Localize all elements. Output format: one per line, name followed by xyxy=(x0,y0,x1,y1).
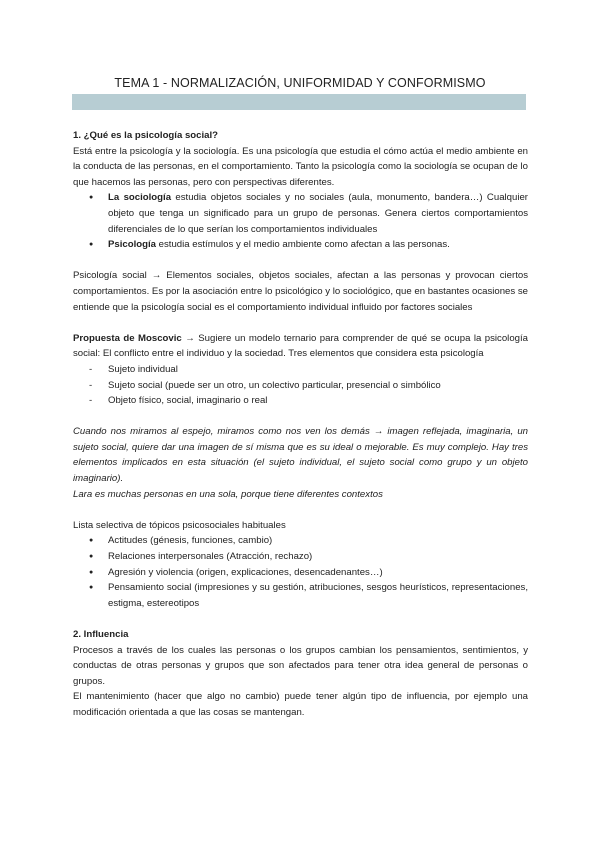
section-1-heading: 1. ¿Qué es la psicología social? xyxy=(73,130,219,141)
list-item: ● Psicología estudia estímulos y el medio ambiente como afectan a las personas. xyxy=(73,237,528,253)
definitions-list xyxy=(73,190,528,252)
moscovic-elements-list xyxy=(73,362,528,409)
list-item: - Sujeto social (puede ser un otro, un colectivo particular, presencial o simbólico xyxy=(73,378,528,394)
influencia-paragraph-2: El mantenimiento (hacer que algo no cambio) puede tener algún tipo de influencia, por ejemplo una modificación orientada a que las cosas se mantengan. xyxy=(73,691,528,718)
topics-list xyxy=(73,533,528,611)
lara-example: Lara es muchas personas en una sola, porque tiene diferentes contextos xyxy=(73,488,383,500)
list-item: - Sujeto individual xyxy=(73,362,528,378)
topics-list-title: Lista selectiva de tópicos psicosociales habituales xyxy=(73,519,286,531)
list-item: ● Actitudes (génesis, funciones, cambio) xyxy=(73,533,528,549)
moscovic-paragraph: Propuesta de Moscovic → Sugiere un modelo ternario para comprender de qué se ocupa la psicología social: El conflicto entre el individuo y la sociedad. Tres elementos que considera esta psicología xyxy=(73,332,528,360)
document-body xyxy=(73,128,528,721)
section-1-intro: Está entre la psicología y la sociología. Es una psicología que estudia el cómo actúa el medio ambiente en la conducta de las personas, en el comportamiento. Tanto la psicología como la sociología se ocupan de lo que hacemos las personas, pero con perspectivas diferentes. xyxy=(73,145,528,188)
list-item: ● La sociología estudia objetos sociales y no sociales (aula, monumento, bandera…) Cualquier objeto que tenga un significado para un grupo de personas. Genera ciertos comportamientos diferenciales de lo que serían los comportamientos individuales xyxy=(73,190,528,237)
list-item: ● Relaciones interpersonales (Atracción, rechazo) xyxy=(73,549,528,565)
mirror-example: Cuando nos miramos al espejo, miramos como nos ven los demás → imagen reflejada, imaginaria, un sujeto social, quiere dar una imagen de sí misma que es su ideal o mejorable. Es muy complejo. Hay tres elementos implicados en esta situación (el sujeto individual, el sujeto social como grupo y un objeto imaginario). xyxy=(73,426,528,485)
list-item: - Objeto físico, social, imaginario o real xyxy=(73,393,528,409)
list-item: ● Pensamiento social (impresiones y su gestión, atribuciones, sesgos heurísticos, representaciones, estigma, estereotipos xyxy=(73,580,528,611)
list-item: ● Agresión y violencia (origen, explicaciones, desencadenantes…) xyxy=(73,565,528,581)
page-title: TEMA 1 - NORMALIZACIÓN, UNIFORMIDAD Y CONFORMISMO xyxy=(114,76,486,90)
title-band xyxy=(72,94,526,110)
section-2-heading: 2. Influencia xyxy=(73,629,129,640)
influencia-paragraph-1: Procesos a través de los cuales las personas o los grupos cambian los pensamientos, sentimientos, y conductas de otras personas y grupos que son afectados para tener otra idea general de personas o grupos. xyxy=(73,644,528,687)
psicologia-social-paragraph: Psicología social → Elementos sociales, objetos sociales, afectan a las personas y provocan ciertos comportamientos. Es por la asociación entre lo psicológico y lo sociológico, que en bastantes ocasiones se entiende que la psicología social es el comportamiento individual influido por factores sociales xyxy=(73,270,528,313)
